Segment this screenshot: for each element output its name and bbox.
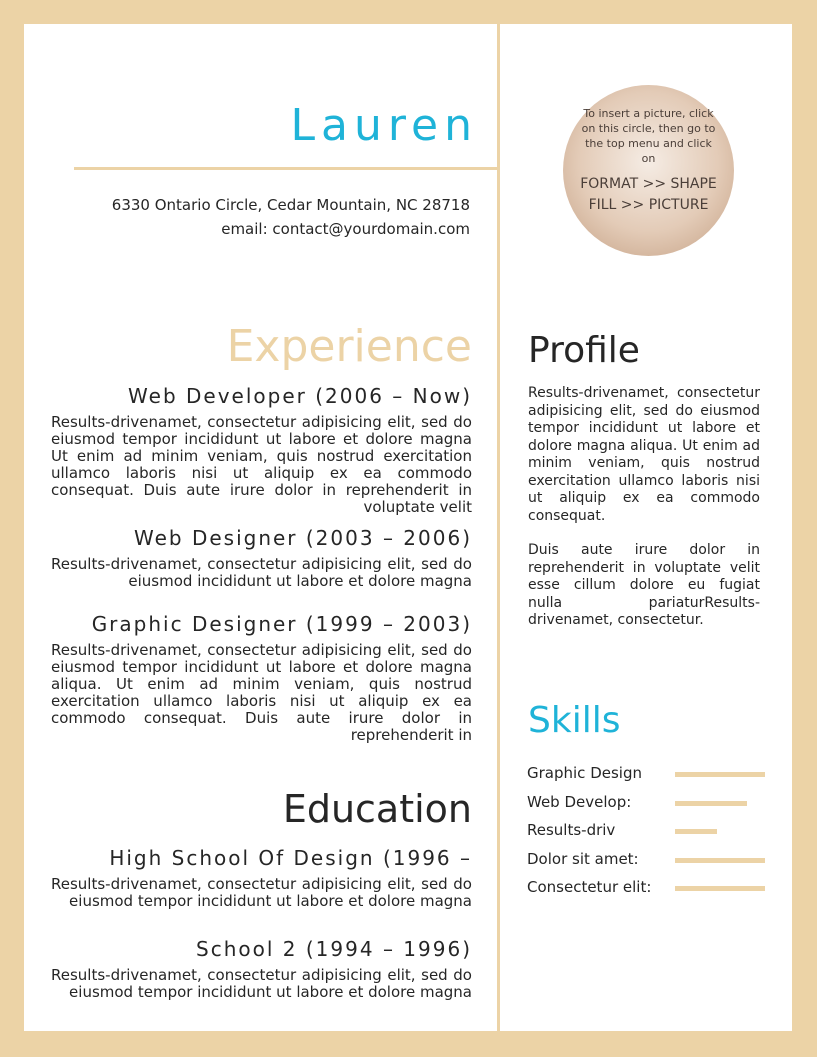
job-title[interactable]: Web Designer (2003 – 2006) [133,526,472,550]
education-heading[interactable]: Education [282,787,472,831]
job-title[interactable]: Graphic Designer (1999 – 2003) [91,612,472,636]
school-description[interactable]: Results-drivenamet, consectetur adipisicing elit, sed do eiusmod tempor incididunt ut labore et dolore magna [51,876,472,910]
skill-label[interactable]: Consectetur elit: [527,878,652,896]
address-text[interactable]: 6330 Ontario Circle, Cedar Mountain, NC 28718 [111,196,470,214]
photo-instruction: To insert a picture, click on this circle, then go to the top menu and click on [581,107,716,165]
email-text[interactable]: email: contact@yourdomain.com [221,220,470,238]
job-description[interactable]: Results-drivenamet, consectetur adipisicing elit, sed do eiusmod tempor incididunt ut labore et dolore magna Ut enim ad minim veniam, quis nostrud exercitation ullamco laboris nisi ut aliquip ex ea commodo consequat. Duis aute irure dolor in reprehenderit in voluptate velit [51,414,472,516]
skill-level-bar [675,801,747,806]
job-description[interactable]: Results-drivenamet, consectetur adipisicing elit, sed do eiusmod incididunt ut labore et dolore magna [51,556,472,590]
photo-placeholder[interactable] [563,85,734,256]
skill-label[interactable]: Dolor sit amet: [527,849,639,868]
skill-label[interactable]: Graphic Design [527,764,642,782]
job-title[interactable]: Web Developer (2006 – Now) [128,384,472,408]
skill-label[interactable]: Web Develop: [527,792,632,811]
skill-level-bar [675,886,765,891]
skills-heading[interactable]: Skills [528,700,621,741]
skill-level-bar [675,858,765,863]
school-title[interactable]: High School Of Design (1996 – [109,846,472,870]
job-description[interactable]: Results-drivenamet, consectetur adipisicing elit, sed do eiusmod tempor incididunt ut labore et dolore magna aliqua. Ut enim ad minim veniam, quis nostrud exercitation ullamco laboris nisi ut aliquip ex ea commodo consequat. Duis aute irure dolor in reprehenderit in [51,642,472,744]
candidate-name[interactable]: Lauren [290,100,478,151]
column-divider [497,24,500,1031]
profile-paragraph: Results-drivenamet, consectetur adipisicing elit, sed do eiusmod tempor incididunt ut labore et dolore magna aliqua. Ut enim ad minim veniam, quis nostrud exercitation ullamco laboris nisi ut aliquip ex ea commodo consequat. [528,385,760,524]
profile-paragraph: Duis aute irure dolor in reprehenderit in voluptate velit esse cillum dolore eu fugiat nulla pariaturResults-drivenamet, consectetur. [528,542,760,628]
resume-page [24,24,792,1031]
skill-level-bar [675,772,765,777]
profile-heading[interactable]: Profile [528,330,640,371]
experience-heading[interactable]: Experience [226,321,472,372]
skill-label[interactable]: Results-driv [527,821,616,839]
profile-text[interactable] [528,385,760,647]
school-title[interactable]: School 2 (1994 – 1996) [196,937,472,961]
school-description[interactable]: Results-drivenamet, consectetur adipisicing elit, sed do eiusmod tempor incididunt ut labore et dolore magna [51,967,472,1001]
photo-action: FORMAT >> SHAPE FILL >> PICTURE [580,176,717,213]
skill-level-bar [675,829,717,834]
header-divider [74,167,498,170]
